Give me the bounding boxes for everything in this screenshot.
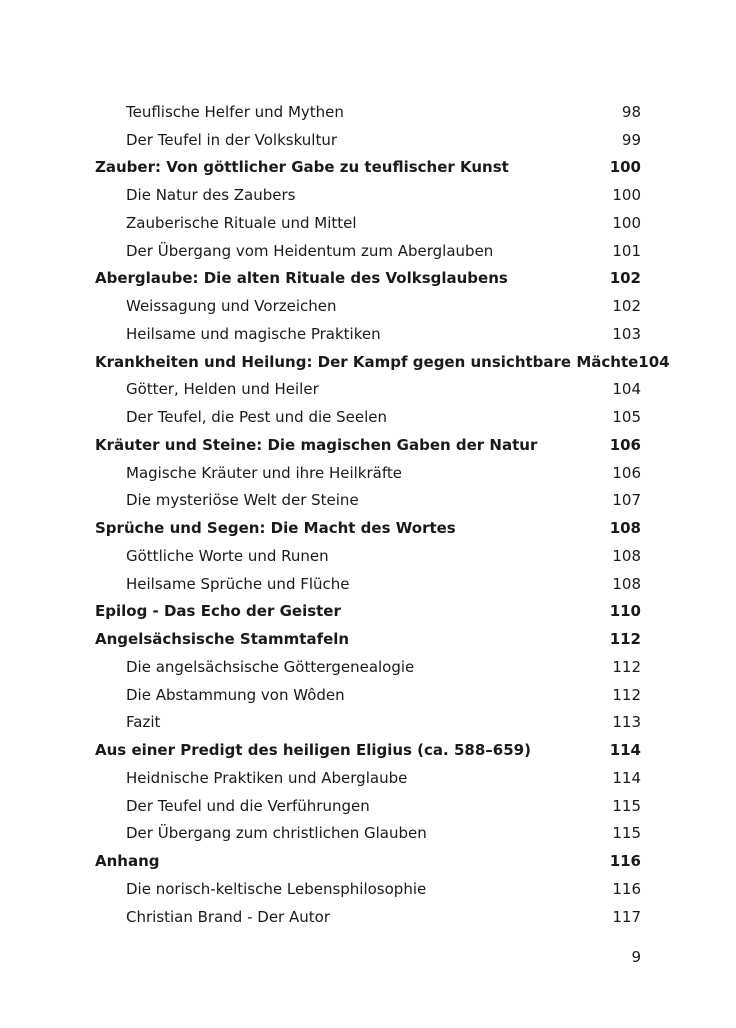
toc-entry-title: Heilsame und magische Praktiken — [126, 324, 381, 343]
toc-entry-page: 113 — [612, 713, 641, 732]
toc-entry-title: Sprüche und Segen: Die Macht des Wortes — [95, 519, 456, 538]
toc-entry-title: Krankheiten und Heilung: Der Kampf gegen unsichtbare Mächte — [95, 352, 639, 371]
toc-entry-title: Zauber: Von göttlicher Gabe zu teuflischer Kunst — [95, 158, 509, 177]
toc-section-row — [95, 126, 641, 154]
toc-entry-title: Die angelsächsische Göttergenealogie — [126, 657, 415, 676]
toc-entry-page: 103 — [612, 324, 641, 343]
toc-section-row — [95, 709, 641, 737]
toc-chapter-row — [95, 625, 641, 653]
toc-section-row — [95, 181, 641, 209]
toc-entry-page: 106 — [612, 463, 641, 482]
toc-entry-page: 101 — [612, 241, 641, 260]
toc-entry-page: 112 — [609, 630, 641, 649]
toc-chapter-row — [95, 265, 641, 293]
toc-section-row — [95, 764, 641, 792]
toc-section-row — [95, 403, 641, 431]
toc-chapter-row — [95, 431, 641, 459]
toc-section-row — [95, 459, 641, 487]
toc-section-row — [95, 542, 641, 570]
toc-entry-page: 116 — [612, 879, 641, 898]
toc-entry-page: 112 — [612, 685, 641, 704]
toc-entry-title: Aberglaube: Die alten Rituale des Volksglaubens — [95, 269, 508, 288]
toc-chapter-row — [95, 514, 641, 542]
toc-entry-title: Kräuter und Steine: Die magischen Gaben der Natur — [95, 435, 538, 454]
toc-entry-page: 102 — [609, 269, 641, 288]
toc-section-row — [95, 903, 641, 931]
toc-entry-page: 99 — [621, 130, 641, 149]
toc-entry-page: 117 — [612, 907, 641, 926]
table-of-contents — [95, 98, 670, 931]
toc-entry-page: 116 — [609, 852, 641, 871]
toc-entry-page: 106 — [609, 435, 641, 454]
toc-entry-title: Zauberische Rituale und Mittel — [126, 213, 357, 232]
toc-section-row — [95, 487, 641, 515]
toc-entry-page: 114 — [612, 768, 641, 787]
toc-entry-title: Weissagung und Vorzeichen — [126, 297, 337, 316]
toc-entry-title: Epilog - Das Echo der Geister — [95, 602, 341, 621]
toc-section-row — [95, 376, 641, 404]
toc-entry-page: 100 — [612, 186, 641, 205]
toc-entry-page: 108 — [609, 519, 641, 538]
toc-entry-title: Der Teufel in der Volkskultur — [126, 130, 338, 149]
toc-chapter-row — [95, 598, 641, 626]
toc-section-row — [95, 292, 641, 320]
toc-entry-title: Teuflische Helfer und Mythen — [126, 102, 344, 121]
toc-entry-title: Magische Kräuter und ihre Heilkräfte — [126, 463, 402, 482]
toc-entry-title: Die Abstammung von Wôden — [126, 685, 345, 704]
toc-section-row — [95, 681, 641, 709]
toc-section-row — [95, 209, 641, 237]
toc-entry-page: 112 — [612, 657, 641, 676]
page-number: 9 — [631, 948, 641, 966]
toc-entry-title: Der Übergang zum christlichen Glauben — [126, 824, 427, 843]
toc-chapter-row — [95, 736, 641, 764]
toc-entry-page: 114 — [609, 741, 641, 760]
toc-entry-title: Heidnische Praktiken und Aberglaube — [126, 768, 408, 787]
toc-entry-page: 102 — [612, 297, 641, 316]
toc-entry-page: 100 — [612, 213, 641, 232]
toc-entry-title: Göttliche Worte und Runen — [126, 546, 329, 565]
toc-entry-page: 108 — [612, 546, 641, 565]
toc-section-row — [95, 820, 641, 848]
toc-section-row — [95, 875, 641, 903]
toc-chapter-row — [95, 348, 670, 376]
toc-entry-title: Die Natur des Zaubers — [126, 186, 296, 205]
toc-entry-title: Götter, Helden und Heiler — [126, 380, 319, 399]
toc-entry-title: Aus einer Predigt des heiligen Eligius (ca. 588–659) — [95, 741, 531, 760]
toc-entry-title: Angelsächsische Stammtafeln — [95, 630, 350, 649]
toc-entry-page: 110 — [609, 602, 641, 621]
toc-section-row — [95, 320, 641, 348]
toc-entry-title: Die mysteriöse Welt der Steine — [126, 491, 359, 510]
toc-section-row — [95, 98, 641, 126]
toc-entry-title: Fazit — [126, 713, 161, 732]
toc-section-row — [95, 653, 641, 681]
toc-entry-page: 115 — [612, 824, 641, 843]
toc-section-row — [95, 570, 641, 598]
toc-entry-title: Der Übergang vom Heidentum zum Aberglauben — [126, 241, 494, 260]
toc-entry-page: 107 — [612, 491, 641, 510]
toc-section-row — [95, 792, 641, 820]
toc-entry-title: Christian Brand - Der Autor — [126, 907, 330, 926]
toc-entry-page: 108 — [612, 574, 641, 593]
toc-entry-page: 104 — [612, 380, 641, 399]
toc-entry-page: 98 — [621, 102, 641, 121]
toc-entry-page: 104 — [638, 352, 670, 371]
toc-entry-title: Die norisch-keltische Lebensphilosophie — [126, 879, 427, 898]
toc-chapter-row — [95, 847, 641, 875]
toc-entry-title: Der Teufel, die Pest und die Seelen — [126, 408, 388, 427]
toc-chapter-row — [95, 154, 641, 182]
toc-entry-title: Anhang — [95, 852, 160, 871]
toc-section-row — [95, 237, 641, 265]
toc-entry-page: 100 — [609, 158, 641, 177]
toc-entry-title: Heilsame Sprüche und Flüche — [126, 574, 350, 593]
toc-entry-title: Der Teufel und die Verführungen — [126, 796, 370, 815]
toc-entry-page: 115 — [612, 796, 641, 815]
toc-entry-page: 105 — [612, 408, 641, 427]
